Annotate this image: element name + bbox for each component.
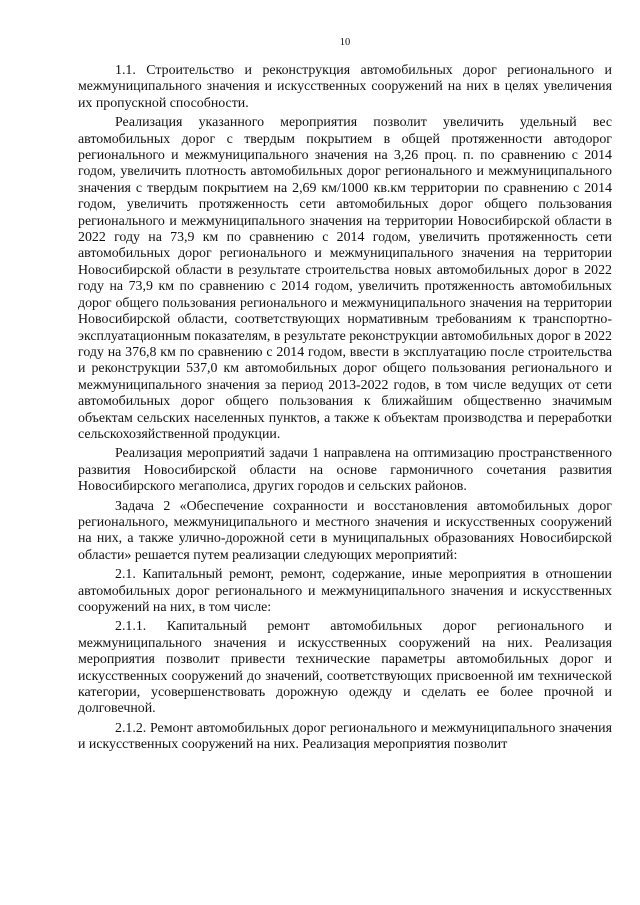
paragraph-1-1-construction: 1.1. Строительство и реконструкция автомобильных дорог регионального и межмуниципального значения и искусственных сооружений на них в целях увеличения их пропускной способности. [78,63,612,111]
page-number: 10 [339,37,351,48]
paragraph-2-1-1-capital-repair: 2.1.1. Капитальный ремонт автомобильных дорог регионального и межмуниципального значения и искусственных сооружений на них. Реализация мероприятия позволит привести технические параметры автомобильных дорог и искусственных сооружений до значений, соответствующих присвоенной им технической категории, усовершенствовать дорожную одежду и сделать ее более прочной и долговечной. [78,619,612,717]
paragraph-implementation-effects: Реализация указанного мероприятия позволит увеличить удельный вес автомобильных дорог с твердым покрытием в общей протяженности автодорог регионального и межмуниципального значения на 3,26 проц. п. по сравнению с 2014 годом, увеличить плотность автомобильных дорог регионального и межмуниципального значения с твердым покрытием на 2,69 км/1000 кв.км территории по сравнению с 2014 годом, увеличить протяженность сети автомобильных дорог общего пользования регионального и межмуниципального значения на территории Новосибирской области в 2022 году на 73,9 км по сравнению с 2014 годом, увеличить протяженность сети автомобильных дорог регионального и межмуниципального значения на территории Новосибирской области в результате строительства новых автомобильных дорог в 2022 году на 73,9 км по сравнению с 2014 годом, увеличить протяженность автомобильных дорог общего пользования регионального и межмуниципального значения на территории Новосибирской области, соответствующих нормативным требованиям к транспортно-эксплуатационным показателям, в результате реконструкции автомобильных дорог в 2022 году на 376,8 км по сравнению с 2014 годом, ввести в эксплуатацию после строительства и реконструкции 537,0 км автомобильных дорог общего пользования регионального и межмуниципального значения за период 2013-2022 годов, в том числе ведущих от сети автомобильных дорог общего пользования к ближайшим общественно значимым объектам сельских населенных пунктов, а также к объектам производства и переработки сельскохозяйственной продукции. [78,115,612,442]
paragraph-2-1-repair: 2.1. Капитальный ремонт, ремонт, содержание, иные мероприятия в отношении автомобильных дорог регионального и межмуниципального значения и искусственных сооружений на них, в том числе: [78,567,612,615]
paragraph-2-1-2-repair: 2.1.2. Ремонт автомобильных дорог регионального и межмуниципального значения и искусственных сооружений на них. Реализация мероприятия позволит [78,720,612,753]
paragraph-task-1-direction: Реализация мероприятий задачи 1 направлена на оптимизацию пространственного развития Новосибирской области на основе гармоничного сочетания развития Новосибирского мегаполиса, других городов и сельских районов. [78,446,612,495]
paragraph-task-2: Задача 2 «Обеспечение сохранности и восстановления автомобильных дорог регионального, межмуниципального и местного значения и искусственных сооружений на них, а также улично-дорожной сети в муниципальных образованиях Новосибирской области» решается путем реализации следующих мероприятий: [78,498,612,563]
